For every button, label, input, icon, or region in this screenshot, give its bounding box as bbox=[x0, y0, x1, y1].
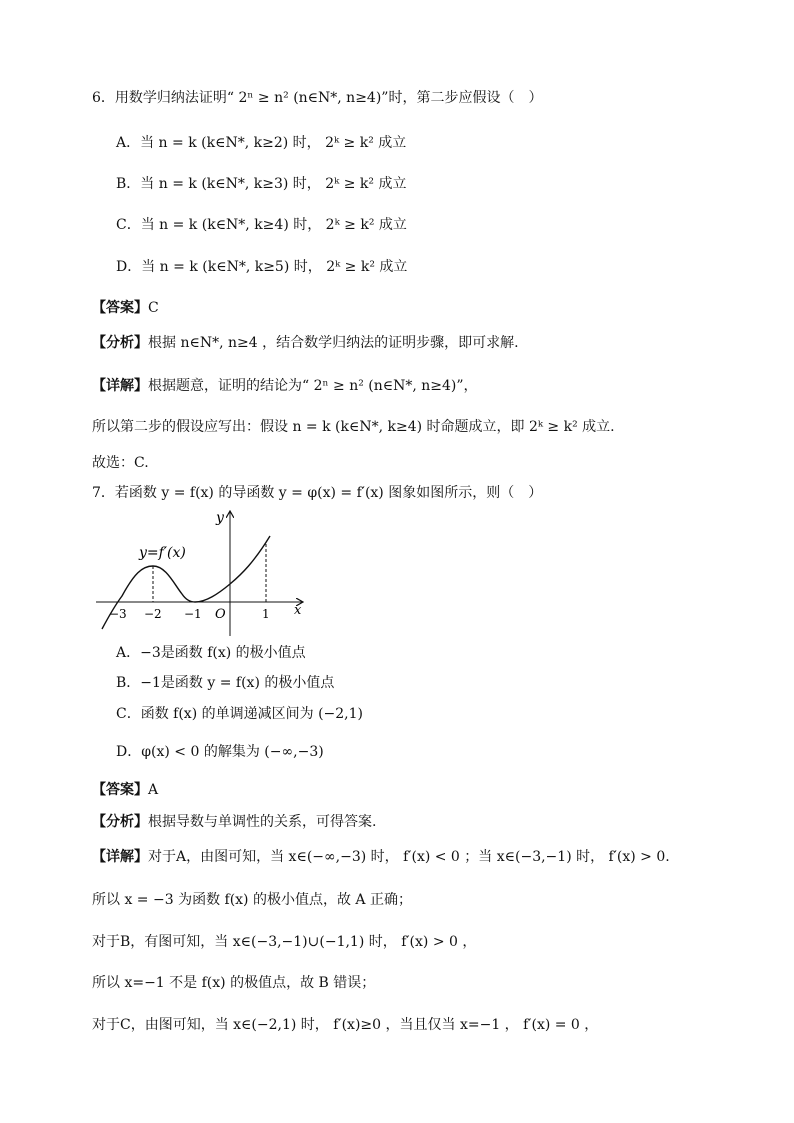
detail-text: 根据题意，证明的结论为“ 2ⁿ ≥ n² (n∈N*, n≥4)”， bbox=[148, 378, 478, 394]
analysis-tag: 【分析】 bbox=[92, 335, 148, 351]
detail-tag: 【详解】 bbox=[92, 849, 148, 865]
q6-option-c: C．当 n = k (k∈N*, k≥4) 时， 2ᵏ ≥ k² 成立 bbox=[116, 217, 407, 233]
q7-answer bbox=[92, 780, 158, 800]
analysis-tag: 【分析】 bbox=[92, 814, 148, 830]
q7-stem: 7．若函数 y = f(x) 的导函数 y = φ(x) = f′(x) 图象如图所示，则（ ） bbox=[92, 485, 543, 501]
q7-analysis bbox=[92, 812, 376, 832]
q6-option-d: D．当 n = k (k∈N*, k≥5) 时， 2ᵏ ≥ k² 成立 bbox=[116, 259, 408, 275]
answer-tag: 【答案】 bbox=[92, 782, 148, 798]
q7-option-c: C．函数 f(x) 的单调递减区间为 (−2,1) bbox=[116, 706, 363, 722]
detail-text: 对于A，由图可知，当 x∈(−∞,−3) 时， f′(x) < 0 ；当 x∈(−3,−1) 时， f′(x) > 0. bbox=[148, 849, 670, 865]
y-axis-label: y bbox=[216, 510, 224, 526]
q6-analysis bbox=[92, 333, 519, 353]
tick-1: 1 bbox=[262, 607, 270, 621]
analysis-text: 根据导数与单调性的关系，可得答案. bbox=[148, 814, 377, 830]
q6-detail-line-1 bbox=[92, 376, 478, 396]
x-axis-label: x bbox=[294, 603, 302, 618]
q7-detail-line-4: 所以 x=−1 不是 f(x) 的极值点，故 B 错误； bbox=[92, 975, 376, 991]
q7-detail-line-5: 对于C，由图可知，当 x∈(−2,1) 时， f′(x)≥0 ，当且仅当 x=−1 ， f′(x) = 0 ， bbox=[92, 1017, 599, 1033]
q7-detail-line-2: 所以 x = −3 为函数 f(x) 的极小值点，故 A 正确； bbox=[92, 892, 412, 908]
q6-option-b: B．当 n = k (k∈N*, k≥3) 时， 2ᵏ ≥ k² 成立 bbox=[116, 176, 407, 192]
detail-tag: 【详解】 bbox=[92, 378, 148, 394]
q6-detail-line-3: 故选：C. bbox=[92, 455, 149, 471]
analysis-text: 根据 n∈N*, n≥4 ，结合数学归纳法的证明步骤，即可求解. bbox=[148, 335, 519, 351]
tick-minus-1: −1 bbox=[184, 607, 202, 621]
q6-answer bbox=[92, 298, 159, 318]
curve-label: y=f′(x) bbox=[139, 545, 186, 561]
q7-detail-line-1 bbox=[92, 847, 670, 867]
answer-value: C bbox=[148, 300, 159, 316]
q7-detail-line-3: 对于B，有图可知，当 x∈(−3,−1)∪(−1,1) 时， f′(x) > 0 ， bbox=[92, 934, 477, 950]
q6-option-a: A．当 n = k (k∈N*, k≥2) 时， 2ᵏ ≥ k² 成立 bbox=[116, 135, 407, 151]
answer-value: A bbox=[148, 782, 159, 798]
answer-tag: 【答案】 bbox=[92, 300, 148, 316]
tick-minus-2: −2 bbox=[144, 607, 162, 621]
q6-detail-line-2: 所以第二步的假设应写出：假设 n = k (k∈N*, k≥4) 时命题成立，即 2ᵏ ≥ k² 成立. bbox=[92, 419, 615, 435]
tick-minus-3: −3 bbox=[109, 607, 127, 621]
derivative-graph bbox=[96, 508, 316, 638]
q7-option-a: A．−3是函数 f(x) 的极小值点 bbox=[116, 645, 306, 661]
origin-label: O bbox=[215, 607, 226, 622]
q6-stem: 6．用数学归纳法证明“ 2ⁿ ≥ n² (n∈N*, n≥4)”时，第二步应假设（ ） bbox=[92, 90, 543, 106]
q7-option-b: B．−1是函数 y = f(x) 的极小值点 bbox=[116, 675, 335, 691]
q7-option-d: D．φ(x) < 0 的解集为 (−∞,−3) bbox=[116, 744, 324, 760]
